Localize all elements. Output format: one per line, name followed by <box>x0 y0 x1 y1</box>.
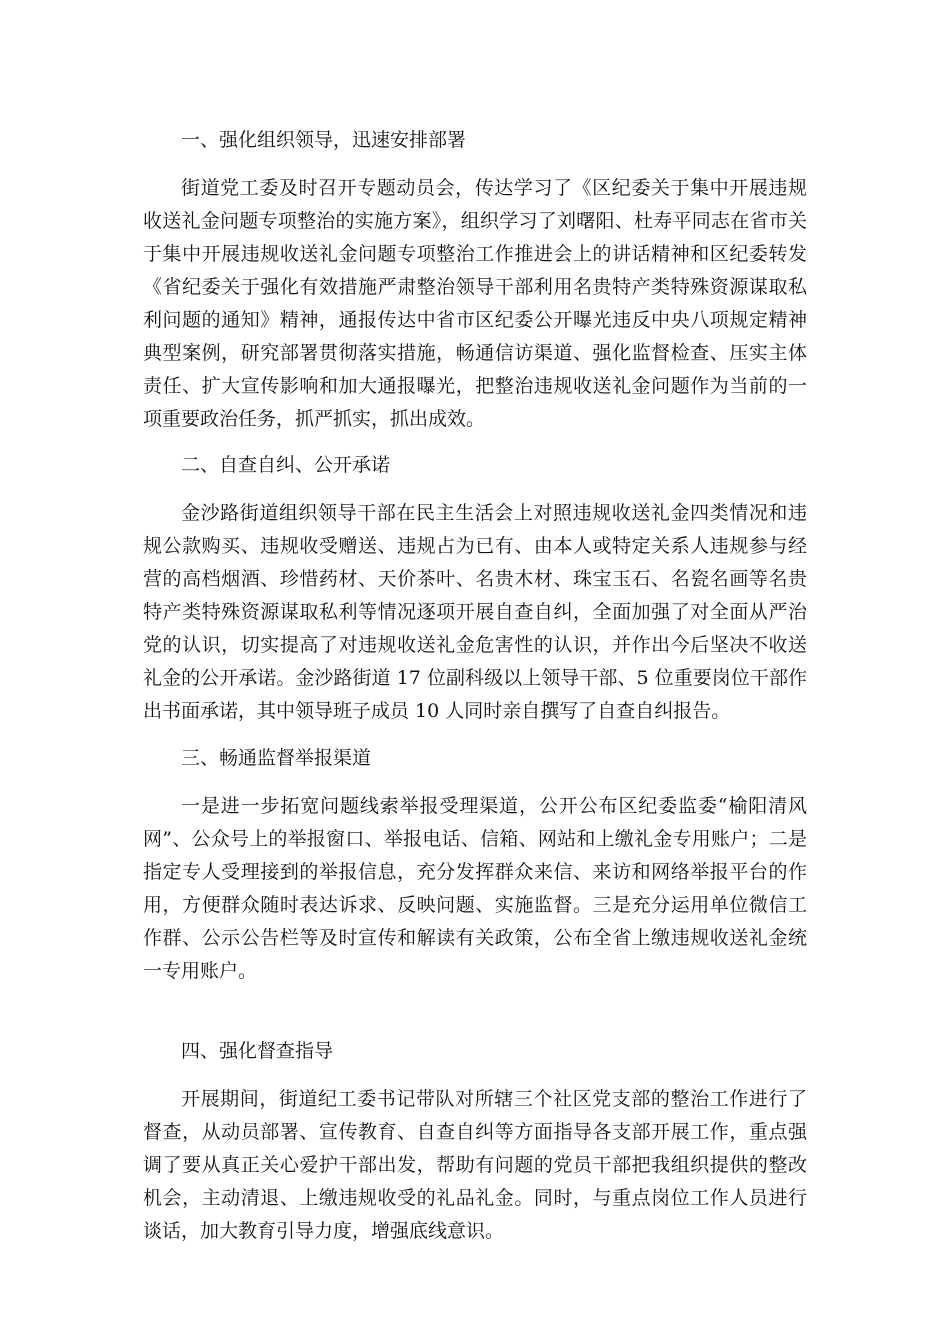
section-heading-2: 二、自查自纠、公开承诺 <box>181 454 391 476</box>
section-heading-3: 三、畅通监督举报渠道 <box>181 747 372 769</box>
section-body-2: 金沙路街道组织领导干部在民主生活会上对照违规收送礼金四类情况和违规公款购买、违规收受赠送、违规占为已有、由本人或特定关系人违规参与经营的高档烟酒、珍惜药材、天价茶叶、名贵木材、珠宝玉石、名瓷名画等名贵特产类特殊资源谋取私利等情况逐项开展自查自纠，全面加强了对全面从严治党的认识，切实提高了对违规收送礼金危害性的认识，并作出今后坚决不收送礼金的公开承诺。金沙路街道 17 位副科级以上领导干部、5 位重要岗位干部作出书面承诺，其中领导班子成员 10 人同时亲自撰写了自查自纠报告。 <box>143 502 807 722</box>
section-body-3: 一是进一步拓宽问题线索举报受理渠道，公开公布区纪委监委“榆阳清风网”、公众号上的举报窗口、举报电话、信箱、网站和上缴礼金专用账户；二是指定专人受理接到的举报信息，充分发挥群众来信、来访和网络举报平台的作用，方便群众随时表达诉求、反映问题、实施监督。三是充分运用单位微信工作群、公示公告栏等及时宣传和解读有关政策，公布全省上缴违规收送礼金统一专用账户。 <box>143 795 807 982</box>
section-heading-4: 四、强化督查指导 <box>181 1040 334 1062</box>
section-body-4: 开展期间，街道纪工委书记带队对所辖三个社区党支部的整治工作进行了督查，从动员部署、宣传教育、自查自纠等方面指导各支部开展工作，重点强调了要从真正关心爱护干部出发，帮助有问题的党员干部把我组织提供的整改机会，主动清退、上缴违规收受的礼品礼金。同时，与重点岗位工作人员进行谈话，加大教育引导力度，增强底线意识。 <box>143 1088 807 1242</box>
section-body-1: 街道党工委及时召开专题动员会，传达学习了《区纪委关于集中开展违规收送礼金问题专项整治的实施方案》，组织学习了刘曙阳、杜寿平同志在省市关于集中开展违规收送礼金问题专项整治工作推进会上的讲话精神和区纪委转发《省纪委关于强化有效措施严肃整治领导干部利用名贵特产类特殊资源谋取私利问题的通知》精神，通报传达中省市区纪委公开曝光违反中央八项规定精神典型案例，研究部署贯彻落实措施，畅通信访渠道、强化监督检查、压实主体责任、扩大宣传影响和加大通报曝光，把整治违规收送礼金问题作为当前的一项重要政治任务，抓严抓实，抓出成效。 <box>143 177 807 430</box>
section-heading-1: 一、强化组织领导，迅速安排部署 <box>181 129 467 151</box>
